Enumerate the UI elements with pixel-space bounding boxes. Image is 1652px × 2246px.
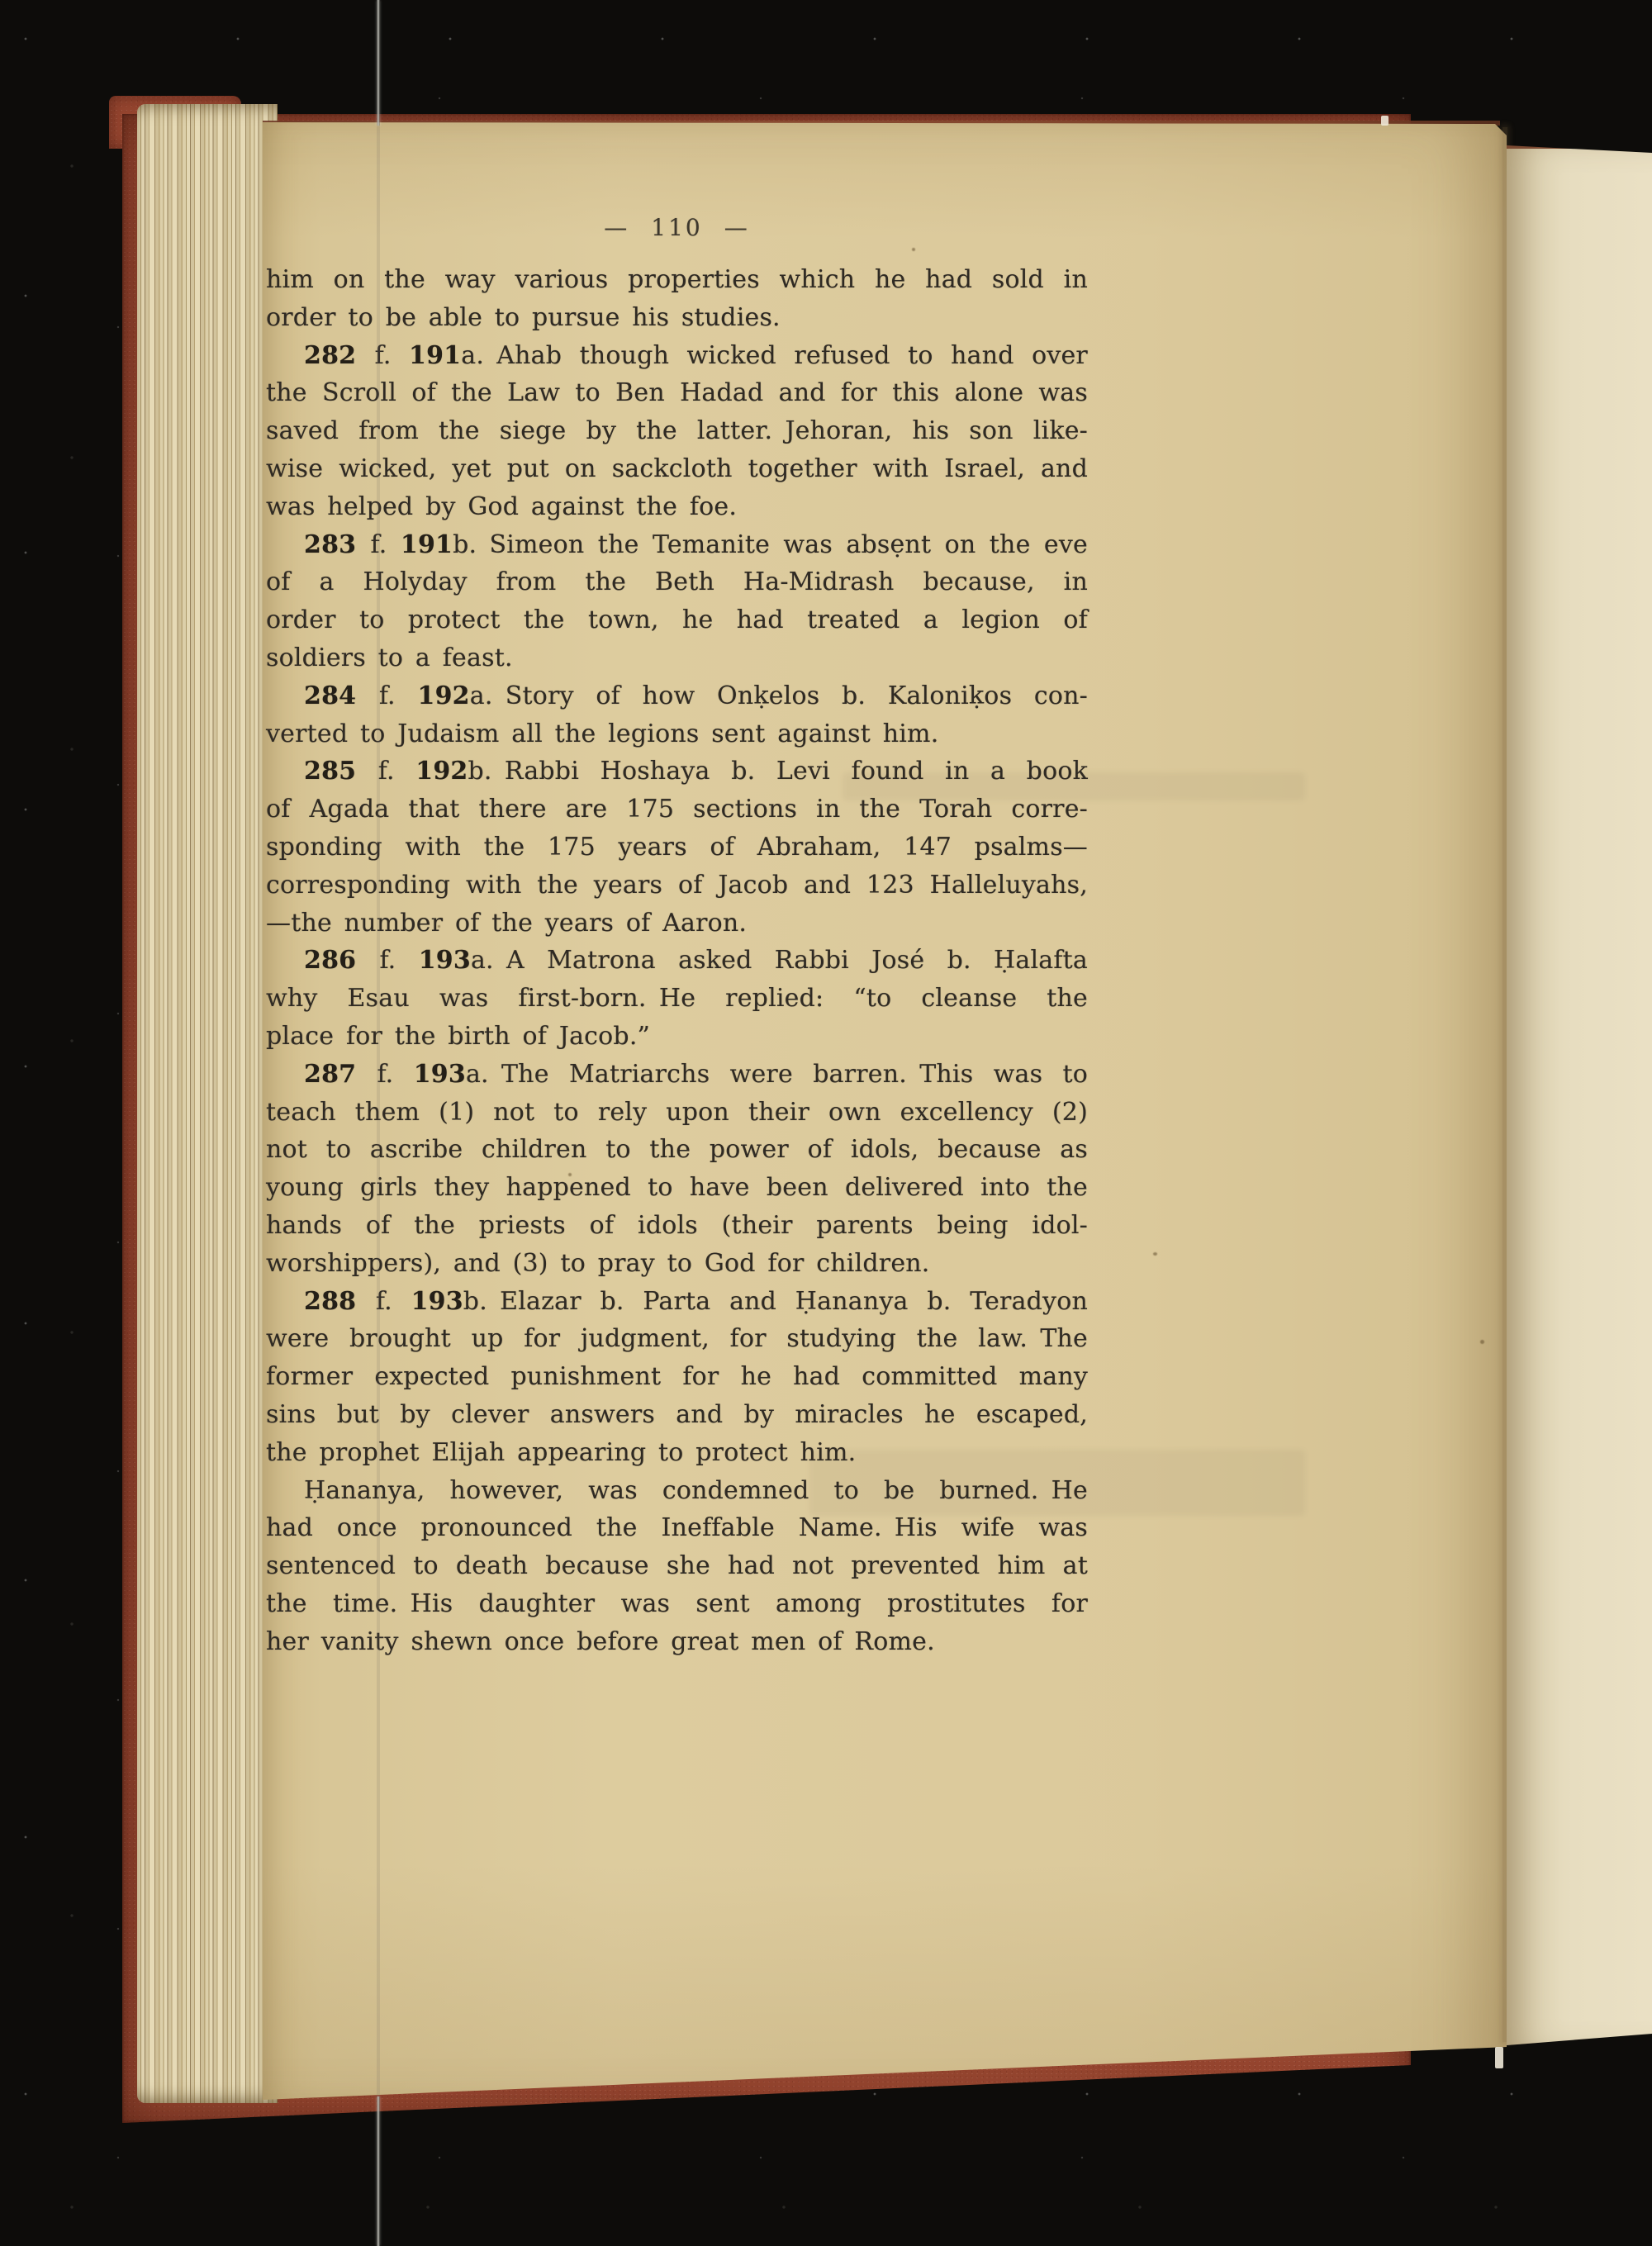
text-line	[266, 1131, 1088, 1169]
text-run: b. Rabbi Hoshaya b. Levi found in a book	[468, 757, 1088, 786]
text-block	[266, 211, 1088, 1660]
paragraphs	[266, 261, 1088, 1660]
text-run: saved from the siege by the latter. Jehoran, his son like-	[266, 416, 1088, 446]
text-line	[266, 980, 1088, 1018]
text-line	[266, 867, 1088, 905]
text-line	[266, 1358, 1088, 1396]
text-line	[266, 601, 1088, 639]
text-run: f.	[375, 1286, 411, 1316]
entry-number: 287	[304, 1059, 377, 1089]
text-line	[266, 1585, 1088, 1623]
entry-number: 286	[304, 946, 380, 976]
paragraph	[266, 1056, 1088, 1283]
text-run: a. The Matriarchs were barren. This was to	[465, 1059, 1088, 1089]
text-line	[266, 1245, 1088, 1283]
paper-tuft	[1495, 2047, 1503, 2068]
text-run: were brought up for judgment, for studying the law. The	[266, 1324, 1088, 1354]
text-run: sponding with the 175 years of Abraham, 147 psalms—	[266, 832, 1088, 862]
text-line	[266, 715, 1088, 753]
paper-tuft	[1381, 116, 1389, 126]
book-strap-bottom	[377, 2096, 380, 2246]
text-run: a. A Matrona asked Rabbi José b. Ḥalafta	[470, 946, 1088, 976]
entry-number: 193	[411, 1286, 463, 1316]
text-line	[266, 1056, 1088, 1094]
text-run: former expected punishment for he had committed many	[266, 1362, 1088, 1392]
text-line	[266, 299, 1088, 337]
text-line	[266, 1547, 1088, 1585]
text-line	[266, 1396, 1088, 1434]
text-run: young girls they happened to have been delivered into the	[266, 1173, 1088, 1203]
text-line	[266, 1094, 1088, 1132]
text-line	[266, 1472, 1088, 1510]
text-run: soldiers to a feast.	[266, 643, 513, 672]
text-run: the time. His daughter was sent among prostitutes for	[266, 1588, 1088, 1618]
text-run: hands of the priests of idols (their parents being idol-	[266, 1210, 1088, 1240]
text-run: had once pronounced the Ineffable Name. His wife was	[266, 1513, 1088, 1543]
text-line	[266, 1623, 1088, 1661]
entry-number: 191	[409, 340, 462, 370]
text-run: f.	[374, 340, 410, 370]
folio-number: 110	[651, 213, 703, 241]
text-line	[266, 337, 1088, 375]
text-run: —the number of the years of Aaron.	[266, 908, 748, 938]
text-line	[266, 488, 1088, 526]
text-run: f.	[377, 1059, 414, 1089]
text-run: f.	[378, 681, 418, 710]
text-run: order to protect the town, he had treated a legion of	[266, 605, 1088, 635]
text-run: wise wicked, yet put on sackcloth together with Israel, and	[266, 453, 1088, 483]
text-run: her vanity shewn once before great men of Rome.	[266, 1626, 935, 1656]
text-line	[266, 1283, 1088, 1321]
text-run: the prophet Elijah appearing to protect him.	[266, 1437, 857, 1467]
text-run: sentenced to death because she had not prevented him at	[266, 1551, 1088, 1581]
page-speck	[1480, 1340, 1484, 1344]
text-line	[266, 1018, 1088, 1056]
text-line	[266, 450, 1088, 488]
folio-dash-left: —	[604, 213, 630, 241]
text-run: was helped by God against the foe.	[266, 491, 738, 521]
page-speck	[1153, 1252, 1157, 1256]
paragraph	[266, 942, 1088, 1055]
text-line	[266, 677, 1088, 715]
text-line	[266, 563, 1088, 601]
text-line	[266, 374, 1088, 412]
text-line	[266, 1509, 1088, 1547]
entry-number: 284	[304, 681, 379, 710]
entry-number: 193	[418, 946, 471, 976]
text-run: b. Elazar b. Parta and Ḥananya b. Teradyon	[463, 1286, 1088, 1316]
entry-number: 192	[417, 681, 470, 710]
text-run: a. Story of how Onḳelos b. Kaloniḳos con-	[469, 681, 1088, 710]
paragraph	[266, 261, 1088, 337]
text-run: sins but by clever answers and by miracles he escaped,	[266, 1399, 1088, 1429]
text-run: b. Simeon the Temanite was absẹnt on the eve	[453, 529, 1088, 559]
text-line	[266, 639, 1088, 677]
page-edges-stack	[137, 104, 278, 2103]
text-line	[266, 791, 1088, 829]
text-line	[266, 526, 1088, 564]
page-number	[266, 211, 1088, 243]
text-run: place for the birth of Jacob.”	[266, 1021, 651, 1051]
entry-number: 282	[304, 340, 375, 370]
paragraph	[266, 753, 1088, 942]
paragraph	[266, 526, 1088, 677]
text-line	[266, 412, 1088, 450]
text-run: corresponding with the years of Jacob and 123 Halleluyahs,	[266, 870, 1088, 900]
entry-number: 192	[415, 757, 468, 786]
text-run: Ḥananya, however, was condemned to be burned. He	[304, 1475, 1088, 1505]
text-line	[266, 261, 1088, 299]
text-line	[266, 1169, 1088, 1207]
text-run: why Esau was first-born. He replied: “to cleanse the	[266, 984, 1088, 1014]
entry-number: 283	[304, 529, 371, 559]
facing-page-sliver	[1507, 145, 1652, 2045]
folio-dash-right: —	[724, 213, 750, 241]
text-line	[266, 1207, 1088, 1245]
text-line	[266, 829, 1088, 867]
text-run: order to be able to pursue his studies.	[266, 302, 781, 332]
entry-number: 285	[304, 757, 378, 786]
text-run: teach them (1) not to rely upon their own excellency (2)	[266, 1097, 1088, 1127]
book-strap-middle	[377, 126, 380, 2104]
text-run: the Scroll of the Law to Ben Hadad and for this alone was	[266, 378, 1088, 408]
text-run: f.	[379, 946, 419, 976]
text-run: of a Holyday from the Beth Ha-Midrash because, in	[266, 567, 1088, 597]
paragraph	[266, 337, 1088, 526]
text-run: him on the way various properties which he had sold in	[266, 265, 1088, 294]
text-line	[266, 1434, 1088, 1472]
paragraph	[266, 1283, 1088, 1472]
text-run: verted to Judaism all the legions sent against him.	[266, 719, 939, 748]
text-run: f.	[377, 757, 416, 786]
text-run: worshippers), and (3) to pray to God for children.	[266, 1248, 930, 1278]
text-run: not to ascribe children to the power of idols, because as	[266, 1135, 1088, 1165]
paragraph	[266, 1472, 1088, 1661]
book-strap-top	[377, 0, 380, 126]
entry-number: 193	[413, 1059, 466, 1089]
entry-number: 191	[400, 529, 453, 559]
text-line	[266, 1320, 1088, 1358]
text-line	[266, 942, 1088, 980]
text-run: a. Ahab though wicked refused to hand over	[461, 340, 1088, 370]
entry-number: 288	[304, 1286, 376, 1316]
text-run: f.	[370, 529, 401, 559]
text-line	[266, 753, 1088, 791]
text-line	[266, 905, 1088, 943]
text-run: of Agada that there are 175 sections in the Torah corre-	[266, 795, 1088, 824]
paragraph	[266, 677, 1088, 753]
